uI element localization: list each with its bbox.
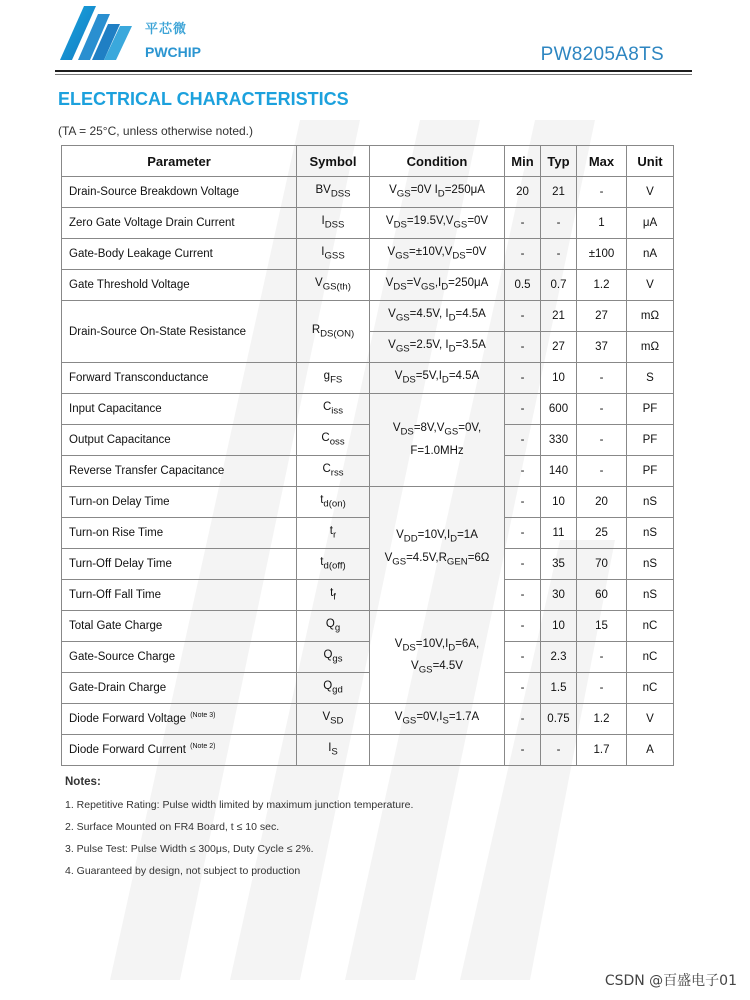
table-row (62, 735, 674, 766)
param-cell: Total Gate Charge (62, 611, 297, 642)
typ-cell: 0.75 (541, 704, 577, 735)
typ-cell: 27 (541, 332, 577, 363)
param-cell: Turn-on Delay Time (62, 487, 297, 518)
table-row (62, 177, 674, 208)
symbol-cell: $V_{GS(th)}$ (297, 270, 370, 301)
min-cell: - (505, 363, 541, 394)
condition-cell (370, 735, 505, 766)
typ-cell: 21 (541, 177, 577, 208)
table-row (62, 456, 674, 487)
min-cell: 20 (505, 177, 541, 208)
max-cell: - (577, 642, 627, 673)
column-header: Parameter (62, 146, 297, 177)
min-cell: - (505, 735, 541, 766)
param-cell: Zero Gate Voltage Drain Current (62, 208, 297, 239)
typ-cell: 11 (541, 518, 577, 549)
condition-cell: $V_{DS}=5V,I_D=4.5A$ (370, 363, 505, 394)
note-item: 4. Guaranteed by design, not subject to production (65, 865, 301, 877)
unit-cell: nS (627, 487, 674, 518)
header-rule-thick (55, 70, 692, 72)
symbol-cell: $C_{oss}$ (297, 425, 370, 456)
unit-cell: V (627, 177, 674, 208)
table-row (62, 673, 674, 704)
table-row (62, 301, 674, 332)
param-cell: Turn-Off Fall Time (62, 580, 297, 611)
typ-cell: 35 (541, 549, 577, 580)
logo-chinese-text: 平芯微 (145, 22, 188, 37)
column-header: Symbol (297, 146, 370, 177)
symbol-cell: $Q_{gs}$ (297, 642, 370, 673)
unit-cell: nS (627, 549, 674, 580)
min-cell: - (505, 487, 541, 518)
unit-cell: nC (627, 673, 674, 704)
min-cell: - (505, 208, 541, 239)
condition-cell: $V_{DS}=10V,I_D=6A$, $V_{GS}=4.5V$ (370, 611, 505, 704)
condition-cell: $V_{GS}=0V,I_S=1.7A$ (370, 704, 505, 735)
max-cell: 1.2 (577, 270, 627, 301)
typ-cell: 1.5 (541, 673, 577, 704)
max-cell: 1 (577, 208, 627, 239)
note-item: 2. Surface Mounted on FR4 Board, t ≤ 10 sec. (65, 821, 280, 833)
symbol-cell: $I_{GSS}$ (297, 239, 370, 270)
max-cell: 70 (577, 549, 627, 580)
table-row (62, 611, 674, 642)
column-header: Typ (541, 146, 577, 177)
min-cell: - (505, 611, 541, 642)
param-cell: Drain-Source On-State Resistance (62, 301, 297, 363)
table-row (62, 208, 674, 239)
source-watermark-tag: CSDN @百盛电子01 (604, 973, 737, 989)
min-cell: - (505, 456, 541, 487)
param-cell: Turn-on Rise Time (62, 518, 297, 549)
typ-cell: 330 (541, 425, 577, 456)
typ-cell: 10 (541, 487, 577, 518)
symbol-cell: $t_{d(on)}$ (297, 487, 370, 518)
param-cell: Diode Forward Current $^{(Note 2)}$ (62, 735, 297, 766)
symbol-cell: $I_S$ (297, 735, 370, 766)
section-title: ELECTRICAL CHARACTERISTICS (58, 89, 349, 109)
max-cell: - (577, 425, 627, 456)
condition-cell: $V_{DS}=19.5V,V_{GS}=0V$ (370, 208, 505, 239)
typ-cell: 2.3 (541, 642, 577, 673)
unit-cell: V (627, 270, 674, 301)
max-cell: ±100 (577, 239, 627, 270)
max-cell: 27 (577, 301, 627, 332)
table-row (62, 239, 674, 270)
min-cell: - (505, 239, 541, 270)
max-cell: 25 (577, 518, 627, 549)
max-cell: 1.2 (577, 704, 627, 735)
typ-cell: 30 (541, 580, 577, 611)
unit-cell: nC (627, 642, 674, 673)
min-cell: - (505, 580, 541, 611)
param-cell: Gate-Drain Charge (62, 673, 297, 704)
unit-cell: nS (627, 580, 674, 611)
condition-cell: $V_{GS}=4.5V$, $I_D=4.5A$ (370, 301, 505, 332)
typ-cell: 10 (541, 363, 577, 394)
column-header: Condition (370, 146, 505, 177)
symbol-cell: $V_{SD}$ (297, 704, 370, 735)
min-cell: - (505, 518, 541, 549)
unit-cell: A (627, 735, 674, 766)
note-item: 1. Repetitive Rating: Pulse width limited by maximum junction temperature. (65, 799, 414, 811)
param-cell: Drain-Source Breakdown Voltage (62, 177, 297, 208)
typ-cell: 0.7 (541, 270, 577, 301)
symbol-cell: $t_r$ (297, 518, 370, 549)
min-cell: - (505, 549, 541, 580)
unit-cell: mΩ (627, 332, 674, 363)
symbol-cell: $t_f$ (297, 580, 370, 611)
max-cell: 37 (577, 332, 627, 363)
max-cell: 20 (577, 487, 627, 518)
condition-cell: $V_{DS}=8V,V_{GS}=0V$, F=1.0MHz (370, 394, 505, 487)
symbol-cell: $C_{rss}$ (297, 456, 370, 487)
table-row (62, 363, 674, 394)
table-row (62, 394, 674, 425)
note-item: 3. Pulse Test: Pulse Width ≤ 300μs, Duty Cycle ≤ 2%. (65, 843, 314, 855)
table-row (62, 642, 674, 673)
typ-cell: - (541, 735, 577, 766)
param-cell: Gate-Body Leakage Current (62, 239, 297, 270)
param-cell: Diode Forward Voltage $^{(Note 3)}$ (62, 704, 297, 735)
param-cell: Reverse Transfer Capacitance (62, 456, 297, 487)
unit-cell: nC (627, 611, 674, 642)
condition-cell: $V_{DS}=V_{GS},I_D=250\mu A$ (370, 270, 505, 301)
param-cell: Output Capacitance (62, 425, 297, 456)
max-cell: - (577, 363, 627, 394)
param-cell: Forward Transconductance (62, 363, 297, 394)
unit-cell: PF (627, 425, 674, 456)
unit-cell: S (627, 363, 674, 394)
symbol-cell: $Q_{gd}$ (297, 673, 370, 704)
typ-cell: 21 (541, 301, 577, 332)
max-cell: 60 (577, 580, 627, 611)
condition-cell: $V_{GS}=2.5V$, $I_D=3.5A$ (370, 332, 505, 363)
table-row (62, 549, 674, 580)
symbol-cell: $I_{DSS}$ (297, 208, 370, 239)
symbol-cell: $R_{DS(ON)}$ (297, 301, 370, 363)
min-cell: - (505, 332, 541, 363)
table-row (62, 270, 674, 301)
column-header: Unit (627, 146, 674, 177)
table-header-row (62, 146, 674, 177)
table-row (62, 518, 674, 549)
min-cell: 0.5 (505, 270, 541, 301)
max-cell: - (577, 177, 627, 208)
max-cell: - (577, 394, 627, 425)
max-cell: - (577, 456, 627, 487)
typ-cell: - (541, 208, 577, 239)
typ-cell: - (541, 239, 577, 270)
max-cell: 15 (577, 611, 627, 642)
condition-note: (TA = 25°C, unless otherwise noted.) (58, 124, 254, 138)
table-row (62, 704, 674, 735)
symbol-cell: $g_{FS}$ (297, 363, 370, 394)
symbol-cell: $C_{iss}$ (297, 394, 370, 425)
electrical-characteristics-table (61, 145, 674, 766)
typ-cell: 140 (541, 456, 577, 487)
condition-cell: $V_{DD}=10V,I_D=1A$ $V_{GS}=4.5V,R_{GEN}=6\Omega$ (370, 487, 505, 611)
table-row (62, 580, 674, 611)
logo-english-text: PWCHIP (145, 44, 201, 60)
condition-cell: $V_{GS}=\pm 10V,V_{DS}=0V$ (370, 239, 505, 270)
param-cell: Gate Threshold Voltage (62, 270, 297, 301)
unit-cell: V (627, 704, 674, 735)
header-rule-thin (55, 74, 692, 75)
condition-cell: $V_{GS}=0V$ $I_D=250\mu A$ (370, 177, 505, 208)
symbol-cell: $Q_g$ (297, 611, 370, 642)
min-cell: - (505, 425, 541, 456)
symbol-cell: $BV_{DSS}$ (297, 177, 370, 208)
param-cell: Gate-Source Charge (62, 642, 297, 673)
min-cell: - (505, 301, 541, 332)
max-cell: 1.7 (577, 735, 627, 766)
column-header: Max (577, 146, 627, 177)
max-cell: - (577, 673, 627, 704)
table-row (62, 425, 674, 456)
symbol-cell: $t_{d(off)}$ (297, 549, 370, 580)
notes-title: Notes: (65, 776, 101, 788)
table-row (62, 487, 674, 518)
notes-section (65, 776, 413, 887)
param-cell: Turn-Off Delay Time (62, 549, 297, 580)
unit-cell: mΩ (627, 301, 674, 332)
min-cell: - (505, 394, 541, 425)
unit-cell: nA (627, 239, 674, 270)
unit-cell: PF (627, 394, 674, 425)
unit-cell: PF (627, 456, 674, 487)
unit-cell: μA (627, 208, 674, 239)
column-header: Min (505, 146, 541, 177)
part-number: PW8205A8TS (540, 44, 664, 65)
min-cell: - (505, 673, 541, 704)
unit-cell: nS (627, 518, 674, 549)
min-cell: - (505, 642, 541, 673)
typ-cell: 600 (541, 394, 577, 425)
typ-cell: 10 (541, 611, 577, 642)
min-cell: - (505, 704, 541, 735)
param-cell: Input Capacitance (62, 394, 297, 425)
